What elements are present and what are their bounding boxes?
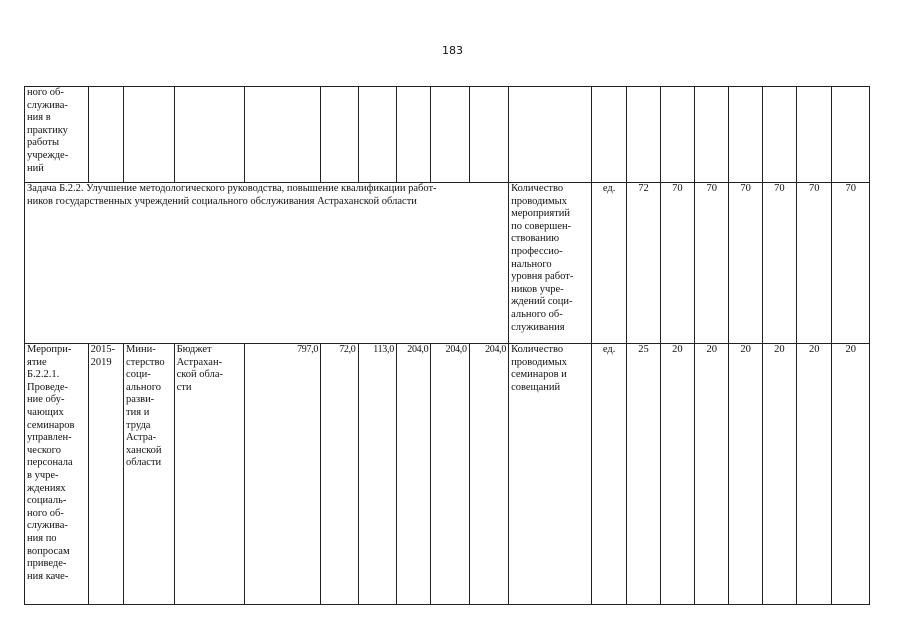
- table-row-task: [25, 183, 870, 344]
- cell-event-amount: 72,0: [321, 344, 358, 605]
- cell-empty: [396, 87, 430, 183]
- cell-event-unit: ед.: [591, 344, 626, 605]
- cell-event-amount: 204,0: [431, 344, 469, 605]
- table-row-continuation: [25, 87, 870, 183]
- cell-empty: [729, 87, 762, 183]
- cell-task-target: 70: [832, 183, 870, 344]
- cell-empty: [174, 87, 245, 183]
- program-table: [24, 86, 870, 605]
- cell-event-period: 2015- 2019: [88, 344, 123, 605]
- cell-task-target: 70: [695, 183, 729, 344]
- cell-task-target: 70: [797, 183, 832, 344]
- table-row-event: [25, 344, 870, 605]
- cell-empty: [469, 87, 508, 183]
- cell-task-target: 70: [660, 183, 694, 344]
- cell-empty: [627, 87, 660, 183]
- cell-event-amount: 204,0: [396, 344, 430, 605]
- cell-event-target: 20: [762, 344, 796, 605]
- cell-empty: [797, 87, 832, 183]
- cell-task-target: 72: [627, 183, 660, 344]
- cell-event-amount: 797,0: [245, 344, 321, 605]
- cell-empty: [124, 87, 175, 183]
- cell-continuation-text: ного об- служива- ния в практику работы учрежде- ний: [25, 87, 89, 183]
- cell-empty: [762, 87, 796, 183]
- cell-empty: [431, 87, 469, 183]
- cell-empty: [88, 87, 123, 183]
- cell-empty: [358, 87, 396, 183]
- cell-task-target: 70: [762, 183, 796, 344]
- cell-event-name: Меропри- ятие Б.2.2.1. Проведе- ние обу- чающих семинаров управлен- ческого персонала в учре- ждениях социаль- ного об- служива- ния по вопросам приведе- ния каче-: [25, 344, 89, 605]
- cell-empty: [695, 87, 729, 183]
- cell-empty: [321, 87, 358, 183]
- cell-event-target: 20: [729, 344, 762, 605]
- cell-event-target: 20: [797, 344, 832, 605]
- cell-event-executor: Мини- стерство соци- ального разви- тия и труда Астра- ханской области: [124, 344, 175, 605]
- cell-empty: [509, 87, 592, 183]
- page-number: 183: [442, 44, 463, 57]
- cell-event-target: 20: [660, 344, 694, 605]
- cell-event-target: 20: [832, 344, 870, 605]
- cell-task-text: Задача Б.2.2. Улучшение методологического руководства, повышение квалификации работ- ников государственных учреждений социального обслуживания Астраханской области: [25, 183, 509, 344]
- cell-event-target: 20: [695, 344, 729, 605]
- cell-event-target: 25: [627, 344, 660, 605]
- cell-task-unit: ед.: [591, 183, 626, 344]
- cell-task-indicator: Количество проводимых мероприятий по совершен- ствованию профессио- нального уровня работ- ников учре- ждений соци- ального об- служивания: [509, 183, 592, 344]
- cell-empty: [591, 87, 626, 183]
- cell-event-amount: 113,0: [358, 344, 396, 605]
- cell-task-target: 70: [729, 183, 762, 344]
- cell-event-source: Бюджет Астрахан- ской обла- сти: [174, 344, 245, 605]
- cell-empty: [660, 87, 694, 183]
- cell-empty: [832, 87, 870, 183]
- cell-event-amount: 204,0: [469, 344, 508, 605]
- cell-event-indicator: Количество проводимых семинаров и совещаний: [509, 344, 592, 605]
- cell-empty: [245, 87, 321, 183]
